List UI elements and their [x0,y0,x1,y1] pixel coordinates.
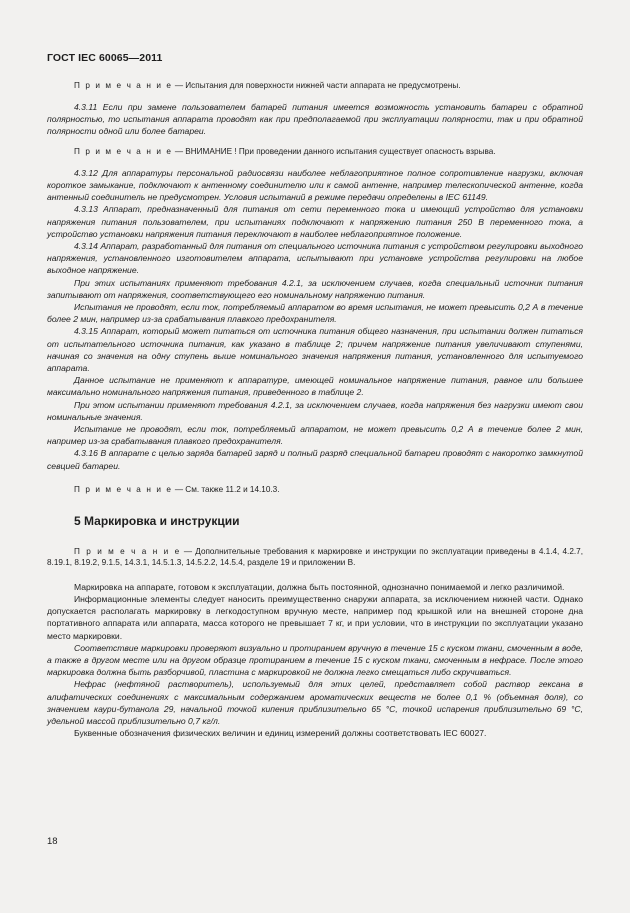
paragraph: Маркировка на аппарате, готовом к эксплуатации, должна быть постоянной, однозначно понимаемой и легко различимой. [74,581,565,592]
note-text: — Дополнительные требования к маркировке и инструкции по эксплуатации приведены в 4.1.4, 4.2.7, 8.19.1, 8.19.2, 9.1.5, 14.3.1, 14.5.1.3, 14.5.2.2, 14.5.4, разделе 19 и приложении В. [47,546,583,568]
section-heading: 5 Маркировка и инструкции [74,514,240,529]
paragraph: Нефрас (нефтяной растворитель), используемый для этих целей, представляет собой раствор гексана в алифатических соединениях с максимальным содержанием ароматических веществ не более 0,1 % (объемная доля), со значением каури-бутанола 29, начальной точкой кипения приблизительно 65 °С, точкой испарения приблизительно 69 °С, удельной массой приблизительно 0,7 кг/л. [47,679,583,727]
note-label: П р и м е ч а н и е [74,81,173,90]
page-number: 18 [47,836,58,847]
clause-4-3-12: 4.3.12 Для аппаратуры персональной радиосвязи наиболее неблагоприятное полное сопротивление нагрузки, включая короткое замыкание, подключают к антенному соединителю или к самой антенне, например телескопической антенне, когда антенный соединитель не предусмотрен. Условия испытаний в режиме передачи определены в IEC 61149. [47,167,583,203]
note-text: — Испытания для поверхности нижней части аппарата не предусмотрены. [172,81,461,90]
note-label: П р и м е ч а н и е [74,546,181,556]
clause-4-3-13: 4.3.13 Аппарат, предназначенный для питания от сети переменного тока и имеющий устройство для установки напряжения питания пользователем, при испытаниях подключают к напряжению питания 250 В переменного тока, а устройство установки напряжения питания переключают в наиболее неблагоприятное положение. [47,204,583,239]
clause-4-3-11: 4.3.11 Если при замене пользователем батарей питания имеется возможность установить батареи с обратной полярностью, то испытания аппарата проводят как при предполагаемой при эксплуатации полярности, так и при обратной полярности одной или более батареи. [47,101,583,136]
paragraph: Данное испытание не применяют к аппаратуре, имеющей номинальное напряжение питания, равное или большее максимально номинального напряжения питания, приведенного в таблице 2. [47,375,583,398]
clause-4-3-15: 4.3.15 Аппарат, который может питаться от источника питания общего назначения, при испытании должен питаться от испытательного источника питания, как указано в таблице 2; причем напряжение питания увеличивают ступенями, начиная со значения на одну ступень выше номинального значения напряжения питания, установленного для испытуемого аппарата. [47,326,583,374]
paragraph: Соответствие маркировки проверяют визуально и протиранием вручную в течение 15 с куском ткани, смоченным в воде, а также в другом месте или на другом образце протиранием в течение 15 с куском ткани, смоченным в нефрасе. После этого маркировка должна быть разборчивой, пластина с маркировкой не должна легко смещаться либо скручиваться. [47,642,583,678]
paragraph: При этом испытании применяют требования 4.2.1, за исключением случаев, когда напряжения без нагрузки имеют свои номинальные значения. [47,399,583,422]
document-header: ГОСТ IEC 60065—2011 [47,52,163,64]
note-paragraph [47,146,583,158]
note-label: П р и м е ч а н и е [74,484,173,494]
paragraph: Испытания не проводят, если ток, потребляемый аппаратом во время испытания, не может превысить 0,2 А в течение более 2 мин, например из-за срабатывания плавкого предохранителя. [47,302,583,325]
note-paragraph [47,546,583,569]
note-paragraph [47,80,583,92]
note-text: — ВНИМАНИЕ ! При проведении данного испытания существует опасность взрыва. [172,147,496,157]
paragraph: Буквенные обозначения физических величин и единиц измерений должны соответствовать IEC 60027. [74,728,487,739]
paragraph: Информационные элементы следует наносить преимущественно снаружи аппарата, за исключением нижней части. Однако допускается располагать маркировку в легкодоступном вручную месте, например под крышкой или на внешней стороне дна портативного аппарата или аппарата, масса которого не превышает 7 кг, и при условии, что в инструкции по эксплуатации указано место маркировки. [47,594,583,641]
clause-4-3-14: 4.3.14 Аппарат, разработанный для питания от специального источника питания с устройством регулировки выходного напряжения, установленного изготовителем аппарата, испытывают при установке устройства регулировки на любое выходное напряжение. [47,241,583,276]
paragraph: При этих испытаниях применяют требования 4.2.1, за исключением случаев, когда специальный источник питания запитывают от напряжения, соответствующего его номинальному напряжению питания. [47,277,583,300]
note-text: — См. также 11.2 и 14.10.3. [172,484,280,494]
note-paragraph [47,484,583,496]
note-label: П р и м е ч а н и е [74,147,173,157]
clause-4-3-16: 4.3.16 В аппарате с целью заряда батарей заряд и полный разряд специальной батареи проводят с накоротко замкнутой севцией батареи. [47,448,583,471]
paragraph: Испытание не проводят, если ток, потребляемый аппаратом, не может превысить 0,2 А в течение более 2 мин, например из-за срабатывания плавкого предохранителя. [47,424,583,447]
page-body [47,80,583,740]
